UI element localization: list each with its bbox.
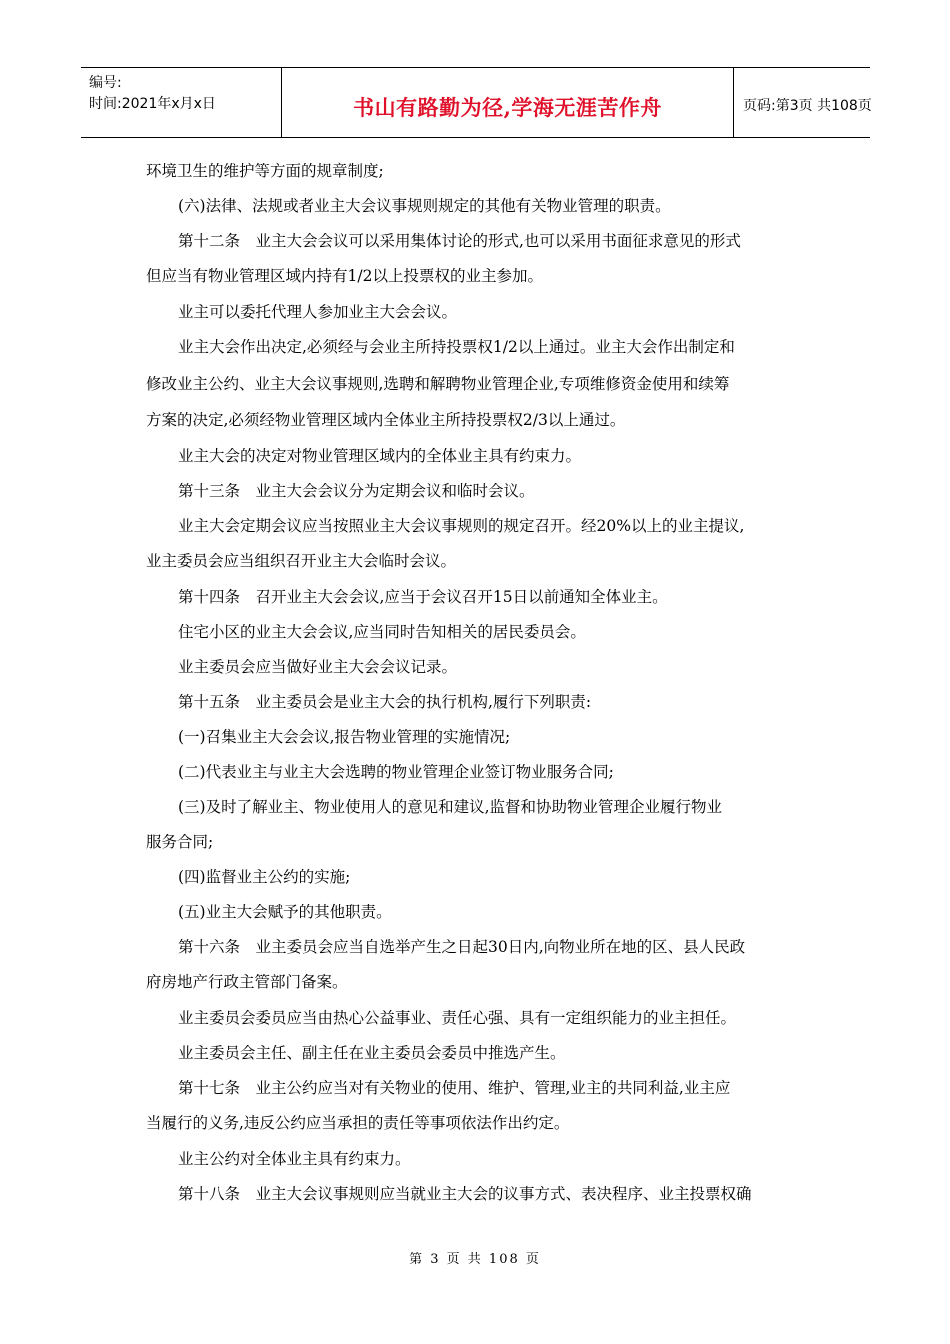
document-time-label: 时间:2021年x月x日: [89, 96, 216, 112]
body-line: 业主委员会主任、副主任在业主委员会委员中推选产生。: [178, 1044, 566, 1062]
header-right-cell: [733, 68, 870, 137]
header-page-info: 页码:第3页 共108页: [743, 98, 872, 114]
body-line: 业主委员会应当做好业主大会会议记录。: [178, 658, 458, 676]
body-line: (四)监督业主公约的实施;: [178, 868, 351, 886]
body-line: 业主大会作出决定,必须经与会业主所持投票权1/2以上通过。业主大会作出制定和: [178, 338, 735, 356]
body-line: 方案的决定,必须经物业管理区域内全体业主所持投票权2/3以上通过。: [146, 411, 626, 429]
body-line: 但应当有物业管理区域内持有1/2以上投票权的业主参加。: [146, 267, 543, 285]
body-line: (一)召集业主大会会议,报告物业管理的实施情况;: [178, 728, 511, 746]
body-line: 第十三条 业主大会会议分为定期会议和临时会议。: [178, 482, 535, 500]
body-line: (六)法律、法规或者业主大会议事规则规定的其他有关物业管理的职责。: [178, 197, 671, 215]
body-line: 第十五条 业主委员会是业主大会的执行机构,履行下列职责:: [178, 693, 592, 711]
header-motto-cell: [281, 68, 734, 137]
body-line: 住宅小区的业主大会会议,应当同时告知相关的居民委员会。: [178, 623, 586, 641]
header-left-cell: [81, 68, 281, 137]
body-line: 业主可以委托代理人参加业主大会会议。: [178, 303, 458, 321]
body-line: (三)及时了解业主、物业使用人的意见和建议,监督和协助物业管理企业履行物业: [178, 798, 723, 816]
body-line: 业主大会的决定对物业管理区域内的全体业主具有约束力。: [178, 447, 582, 465]
body-line: (二)代表业主与业主大会选聘的物业管理企业签订物业服务合同;: [178, 763, 614, 781]
page-header: [81, 67, 870, 138]
body-line: 环境卫生的维护等方面的规章制度;: [146, 162, 384, 180]
body-line: 业主委员会委员应当由热心公益事业、责任心强、具有一定组织能力的业主担任。: [178, 1009, 737, 1027]
body-line: 业主大会定期会议应当按照业主大会议事规则的规定召开。经20%以上的业主提议,: [178, 517, 745, 535]
body-line: 服务合同;: [146, 833, 214, 851]
body-line: 业主委员会应当组织召开业主大会临时会议。: [146, 552, 457, 570]
document-number-label: 编号:: [89, 75, 122, 91]
body-line: (五)业主大会赋予的其他职责。: [178, 903, 392, 921]
body-line: 第十四条 召开业主大会会议,应当于会议召开15日以前通知全体业主。: [178, 588, 668, 606]
page-footer: 第 3 页 共 108 页: [409, 1252, 541, 1267]
body-line: 第十七条 业主公约应当对有关物业的使用、维护、管理,业主的共同利益,业主应: [178, 1079, 731, 1097]
header-motto: 书山有路勤为径,学海无涯苦作舟: [353, 95, 662, 120]
body-line: 修改业主公约、业主大会议事规则,选聘和解聘物业管理企业,专项维修资金使用和续筹: [146, 375, 730, 393]
body-line: 业主公约对全体业主具有约束力。: [178, 1150, 411, 1168]
body-line: 第十二条 业主大会会议可以采用集体讨论的形式,也可以采用书面征求意见的形式: [178, 232, 741, 250]
body-line: 第十六条 业主委员会应当自选举产生之日起30日内,向物业所在地的区、县人民政: [178, 938, 746, 956]
body-line: 府房地产行政主管部门备案。: [146, 973, 348, 991]
body-line: 当履行的义务,违反公约应当承担的责任等事项依法作出约定。: [146, 1114, 570, 1132]
body-line: 第十八条 业主大会议事规则应当就业主大会的议事方式、表决程序、业主投票权确: [178, 1185, 752, 1203]
